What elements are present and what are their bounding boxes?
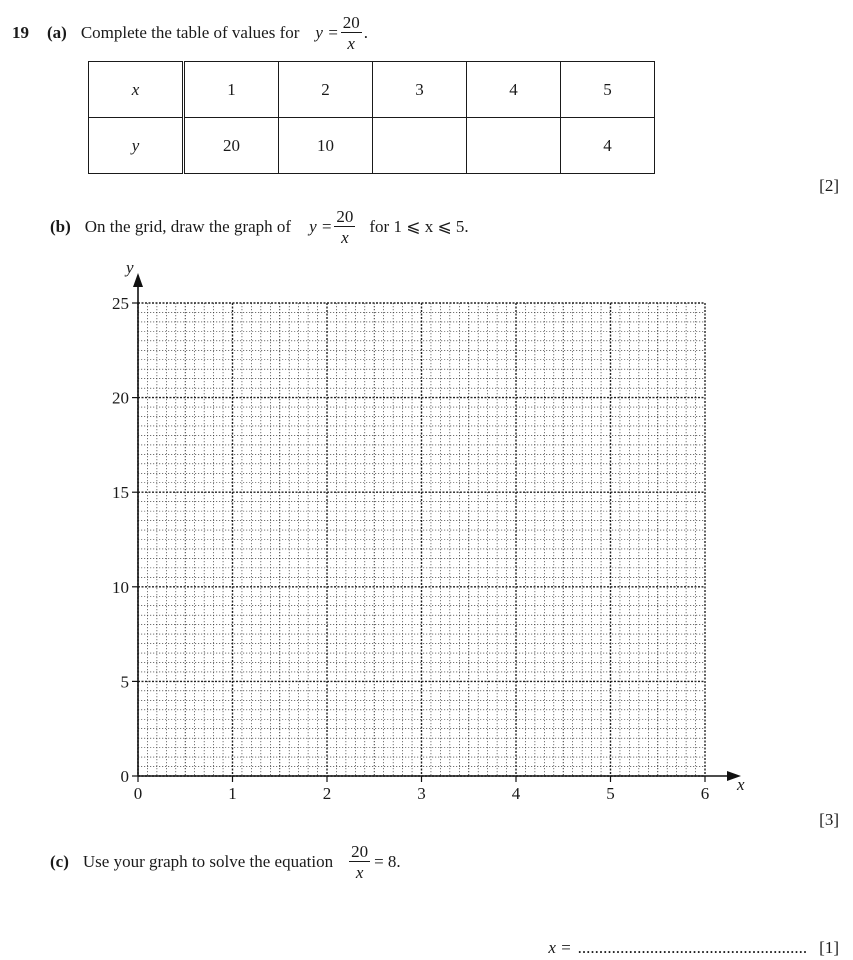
question-c-line xyxy=(50,843,401,881)
part-b-range: for 1 ⩽ x ⩽ 5. xyxy=(369,217,469,236)
y-tick-label: 25 xyxy=(112,294,129,313)
y-tick-label: 10 xyxy=(112,577,129,597)
answer-line xyxy=(548,938,839,958)
fraction-numerator: 20 xyxy=(336,207,354,226)
row-header-y: y xyxy=(89,118,184,174)
table-cell: 2 xyxy=(279,62,373,118)
x-tick-label: 3 xyxy=(417,784,426,803)
graph-grid[interactable] xyxy=(0,255,853,815)
y-axis-label: y xyxy=(126,258,134,277)
x-tick-label: 6 xyxy=(700,784,710,803)
part-a-text: Complete the table of values for xyxy=(80,23,300,42)
answer-field[interactable]: ...................................................... xyxy=(577,938,808,957)
question-a-line xyxy=(12,14,368,52)
part-a-eq-end: . xyxy=(363,23,368,42)
part-b-fraction xyxy=(334,208,355,246)
table-cell: 1 xyxy=(184,62,279,118)
answer-label: x = xyxy=(548,938,572,957)
part-c-marks: [1] xyxy=(819,938,839,957)
part-c-fraction xyxy=(349,843,370,881)
answer-cell[interactable] xyxy=(373,118,467,174)
x-tick-label: 1 xyxy=(228,784,237,803)
part-b-marks: [3] xyxy=(819,810,839,829)
question-b-line xyxy=(50,208,469,246)
answer-cell[interactable] xyxy=(467,118,561,174)
table-row-y xyxy=(89,118,655,174)
part-a-fraction xyxy=(341,14,362,52)
table-row-x xyxy=(89,62,655,118)
y-axis-arrow xyxy=(133,273,143,287)
table-cell: 4 xyxy=(561,118,655,174)
part-b-label: (b) xyxy=(50,217,71,236)
x-tick-label: 2 xyxy=(322,784,332,803)
part-c-label: (c) xyxy=(50,852,69,871)
fraction-numerator: 20 xyxy=(342,13,360,32)
table-cell: 5 xyxy=(561,62,655,118)
row-header-x: x xyxy=(89,62,184,118)
y-tick-label: 15 xyxy=(112,483,129,503)
fraction-numerator: 20 xyxy=(351,842,369,861)
y-tick-label: 5 xyxy=(120,672,129,692)
part-c-text: Use your graph to solve the equation xyxy=(82,852,334,871)
fraction-denominator: x xyxy=(341,228,349,247)
part-a-marks: [2] xyxy=(819,176,839,195)
part-c-eq-rhs: = 8. xyxy=(374,852,401,871)
fraction-denominator: x xyxy=(355,863,364,882)
part-a-eq-lhs: y = xyxy=(315,23,339,42)
y-tick-label: 20 xyxy=(112,388,129,408)
x-tick-label: 0 xyxy=(133,784,143,803)
y-tick-label: 0 xyxy=(120,767,129,786)
part-b-text: On the grid, draw the graph of xyxy=(84,217,292,236)
table-cell: 20 xyxy=(184,118,279,174)
values-table xyxy=(88,61,655,174)
x-tick-label: 4 xyxy=(511,784,521,803)
part-a-label: (a) xyxy=(47,23,67,42)
table-cell: 3 xyxy=(373,62,467,118)
question-number: 19 xyxy=(12,23,29,42)
table-cell: 4 xyxy=(467,62,561,118)
table-cell: 10 xyxy=(279,118,373,174)
fraction-denominator: x xyxy=(347,34,355,53)
x-axis-label: x xyxy=(737,775,745,794)
part-b-eq-lhs: y = xyxy=(309,217,333,236)
x-tick-label: 5 xyxy=(606,784,615,803)
